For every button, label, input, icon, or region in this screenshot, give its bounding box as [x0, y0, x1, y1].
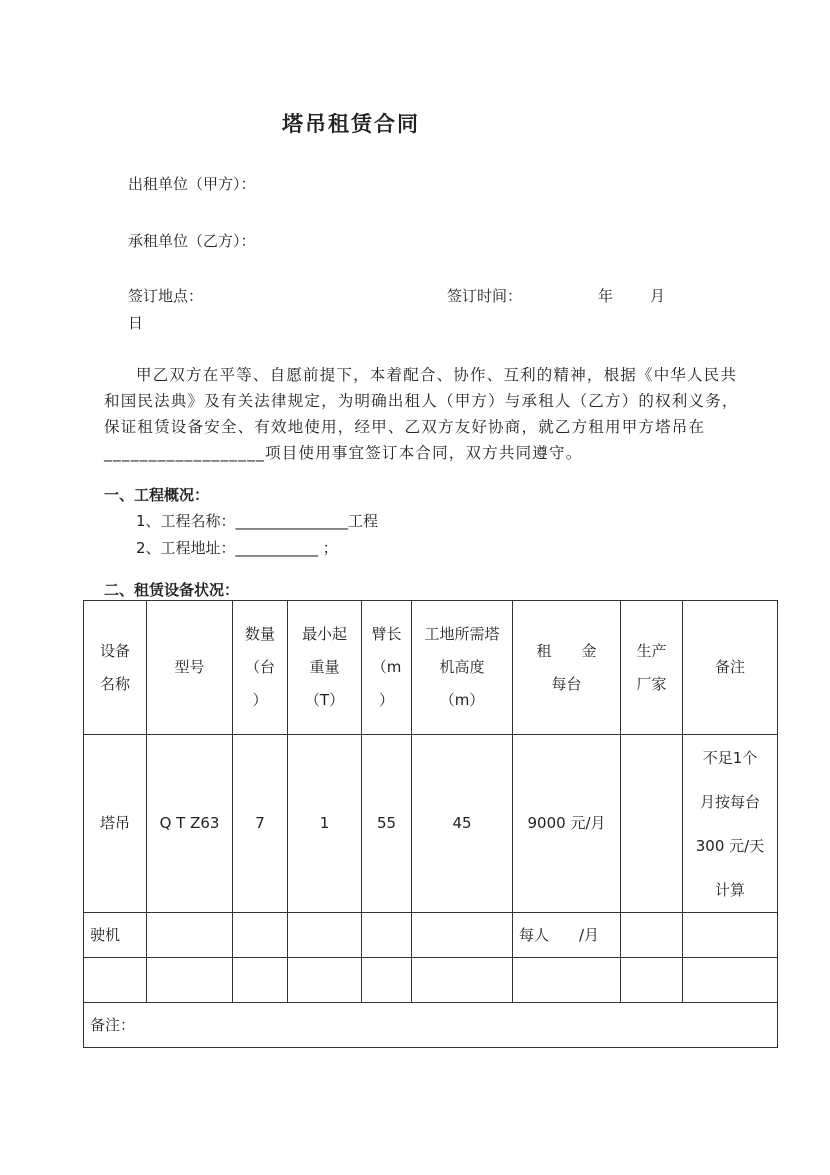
preamble-line: __________________项目使用事宜签订本合同，双方共同遵守。 — [104, 444, 583, 462]
equipment-table — [83, 600, 778, 1048]
table-cell: 9000 元/月 — [513, 735, 621, 913]
preamble-line: 和国民法典》及有关法律规定，为明确出租人（甲方）与承租人（乙方）的权利义务， — [104, 392, 739, 410]
table-cell: 55 — [362, 735, 412, 913]
table-cell — [683, 913, 778, 958]
project-name: 1、工程名称：_______________工程 — [136, 512, 379, 530]
table-cell: 每人 /月 — [513, 913, 621, 958]
sign-time-label: 签订时间： — [447, 287, 523, 305]
table-note: 备注： — [84, 1003, 778, 1048]
table-cell — [412, 958, 513, 1003]
header-cell: 最小起 重量 （T） — [288, 601, 362, 735]
table-cell — [412, 913, 513, 958]
table-note-row — [84, 1003, 778, 1048]
table-cell — [147, 913, 233, 958]
table-cell: 45 — [412, 735, 513, 913]
day-label: 日 — [128, 314, 144, 332]
lessor-label: 出租单位（甲方）： — [128, 175, 256, 193]
year-label: 年 — [598, 287, 614, 305]
section2-heading: 二、租赁设备状况： — [104, 581, 240, 599]
preamble-line: 保证租赁设备安全、有效地使用，经甲、乙双方友好协商，就乙方租用甲方塔吊在 — [104, 418, 706, 436]
table-cell — [233, 958, 288, 1003]
table-row — [84, 735, 778, 913]
table-cell: 驶机 — [84, 913, 147, 958]
table-cell — [362, 958, 412, 1003]
header-cell: 备注 — [683, 601, 778, 735]
document-title: 塔吊租赁合同 — [282, 112, 420, 136]
header-cell: 租 金 每台 — [513, 601, 621, 735]
table-cell — [288, 913, 362, 958]
header-cell: 数量 （台 ） — [233, 601, 288, 735]
header-cell: 型号 — [147, 601, 233, 735]
table-cell — [621, 958, 683, 1003]
project-address: 2、工程地址：___________ ； — [136, 539, 338, 557]
table-cell — [147, 958, 233, 1003]
table-cell — [362, 913, 412, 958]
month-label: 月 — [650, 287, 666, 305]
header-cell: 设备 名称 — [84, 601, 147, 735]
table-row — [84, 958, 778, 1003]
table-cell: Q T Z63 — [147, 735, 233, 913]
table-cell: 1 — [288, 735, 362, 913]
header-cell: 臂长 （m ） — [362, 601, 412, 735]
preamble-line: 甲乙双方在平等、自愿前提下，本着配合、协作、互利的精神，根据《中华人民共 — [136, 366, 738, 384]
section1-heading: 一、工程概况： — [104, 486, 210, 504]
table-cell — [621, 913, 683, 958]
table-cell: 7 — [233, 735, 288, 913]
table-cell — [288, 958, 362, 1003]
table-cell: 不足1个 月按每台 300 元/天 计算 — [683, 735, 778, 913]
table-cell — [621, 735, 683, 913]
table-cell — [513, 958, 621, 1003]
sign-place-label: 签订地点： — [128, 287, 204, 305]
table-cell — [233, 913, 288, 958]
table-row — [84, 913, 778, 958]
header-cell: 生产 厂家 — [621, 601, 683, 735]
header-cell: 工地所需塔 机高度 （m） — [412, 601, 513, 735]
table-header-row — [84, 601, 778, 735]
preamble — [104, 362, 784, 466]
lessee-label: 承租单位（乙方）： — [128, 232, 256, 250]
table-cell — [84, 958, 147, 1003]
table-cell — [683, 958, 778, 1003]
table-cell: 塔吊 — [84, 735, 147, 913]
